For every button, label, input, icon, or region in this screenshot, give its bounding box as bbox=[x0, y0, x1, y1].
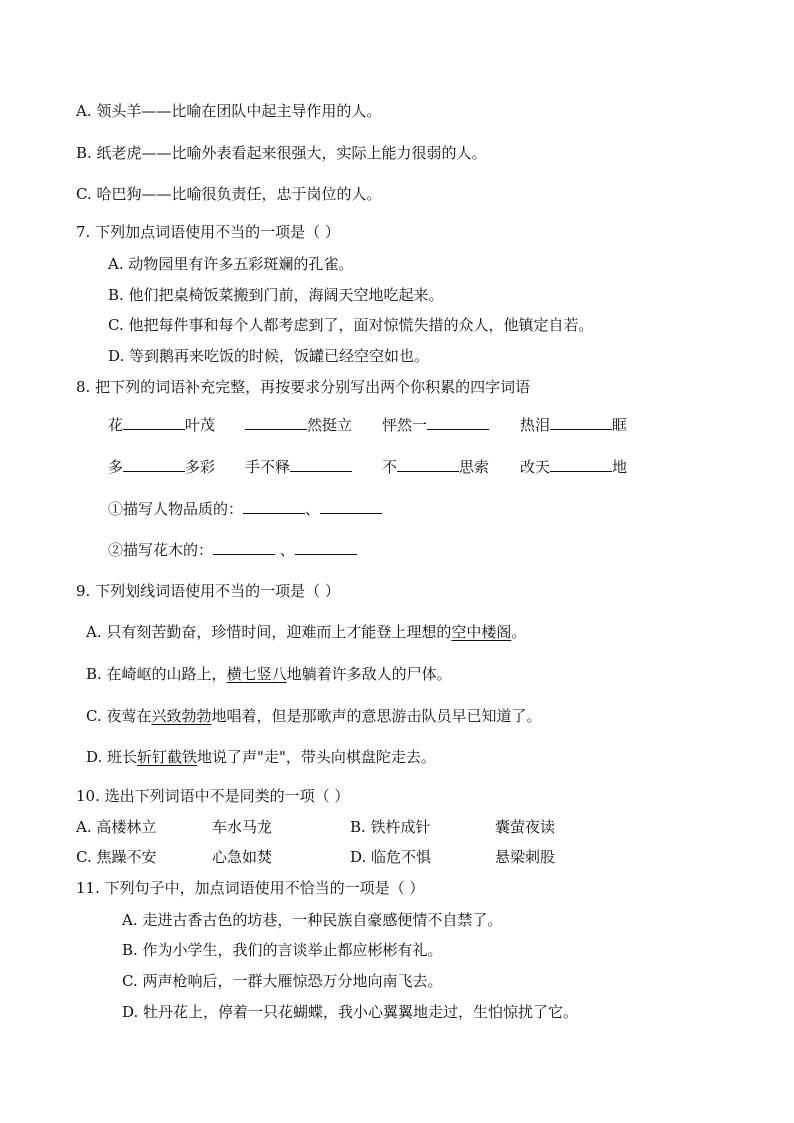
q6-option-a: A. 领头羊——比喻在团队中起主导作用的人。 bbox=[76, 102, 382, 120]
q8-r1-4: 热泪 眶 bbox=[520, 416, 628, 434]
q10-stem: 10. 选出下列词语中不是同类的一项（ ） bbox=[76, 787, 350, 805]
q8-r2-4: 改天 地 bbox=[520, 458, 628, 476]
blank[interactable] bbox=[397, 456, 459, 472]
q11-option-d: D. 牡丹花上，停着一只花蝴蝶，我小心翼翼地走过，生怕惊扰了它。 bbox=[122, 1003, 579, 1021]
q10-a2: 车水马龙 bbox=[212, 818, 273, 836]
q8-sub1: ①描写人物品质的： 、 bbox=[108, 498, 382, 519]
q10-c1: C. 焦躁不安 bbox=[76, 848, 157, 866]
q10-d1: D. 临危不惧 bbox=[350, 848, 432, 866]
blank[interactable] bbox=[320, 498, 382, 514]
blank[interactable] bbox=[295, 539, 357, 555]
q9-option-a: A. 只有刻苦勤奋，珍惜时间，迎难而上才能登上理想的空中楼阁。 bbox=[86, 623, 527, 641]
q7-option-d: D. 等到鹅再来吃饭的时候，饭罐已经空空如也。 bbox=[108, 347, 430, 365]
blank[interactable] bbox=[290, 456, 352, 472]
blank[interactable] bbox=[427, 414, 489, 430]
q10-a1: A. 高楼林立 bbox=[76, 818, 157, 836]
q8-r2-2: 手不释 bbox=[245, 456, 352, 477]
q9-option-b: B. 在崎岖的山路上，横七竖八地躺着许多敌人的尸体。 bbox=[86, 665, 452, 683]
q9-option-c: C. 夜莺在兴致勃勃地唱着，但是那歌声的意思游击队员早已知道了。 bbox=[86, 707, 542, 725]
blank[interactable] bbox=[123, 414, 185, 430]
blank[interactable] bbox=[243, 498, 305, 514]
q10-c2: 心急如焚 bbox=[212, 848, 273, 866]
q8-r2-3: 不 思索 bbox=[382, 458, 490, 476]
blank[interactable] bbox=[550, 456, 612, 472]
q11-option-c: C. 两声枪响后，一群大雁惊恐万分地向南飞去。 bbox=[122, 972, 443, 990]
q10-d2: 悬梁刺股 bbox=[495, 848, 556, 866]
q7-option-c: C. 他把每件事和每个人都考虑到了，面对惊慌失措的众人，他镇定自若。 bbox=[108, 316, 594, 334]
q8-r2-1: 多 多彩 bbox=[108, 458, 216, 476]
q6-option-b: B. 纸老虎——比喻外表看起来很强大，实际上能力很弱的人。 bbox=[76, 144, 487, 162]
q7-option-a: A. 动物园里有许多五彩斑斓的孔雀。 bbox=[108, 255, 354, 273]
blank[interactable] bbox=[123, 456, 185, 472]
blank[interactable] bbox=[213, 539, 275, 555]
q11-stem: 11. 下列句子中，加点词语使用不恰当的一项是（ ） bbox=[76, 879, 425, 897]
q9-option-d: D. 班长斩钉截铁地说了声"走"，带头向棋盘陀走去。 bbox=[86, 748, 436, 766]
q6-option-c: C. 哈巴狗——比喻很负责任，忠于岗位的人。 bbox=[76, 185, 382, 203]
blank[interactable] bbox=[550, 414, 612, 430]
q8-r1-2: 然挺立 bbox=[245, 414, 352, 435]
q8-sub2: ②描写花木的： 、 bbox=[108, 539, 357, 560]
q8-stem: 8. 把下列的词语补充完整，再按要求分别写出两个你积累的四字词语 bbox=[76, 378, 531, 396]
q10-b2: 囊萤夜读 bbox=[495, 818, 556, 836]
q7-option-b: B. 他们把桌椅饭菜搬到门前，海阔天空地吃起来。 bbox=[108, 286, 444, 304]
q9-stem: 9. 下列划线词语使用不当的一项是（ ） bbox=[76, 582, 340, 600]
q7-stem: 7. 下列加点词语使用不当的一项是（ ） bbox=[76, 223, 340, 241]
q8-r1-1: 花 叶茂 bbox=[108, 416, 216, 434]
q8-r1-3: 怦然一 bbox=[382, 414, 489, 435]
blank[interactable] bbox=[245, 414, 307, 430]
q11-option-a: A. 走进古香古色的坊巷，一种民族自豪感便情不自禁了。 bbox=[122, 911, 503, 929]
q11-option-b: B. 作为小学生，我们的言谈举止都应彬彬有礼。 bbox=[122, 941, 443, 959]
q10-b1: B. 铁杵成针 bbox=[350, 818, 431, 836]
